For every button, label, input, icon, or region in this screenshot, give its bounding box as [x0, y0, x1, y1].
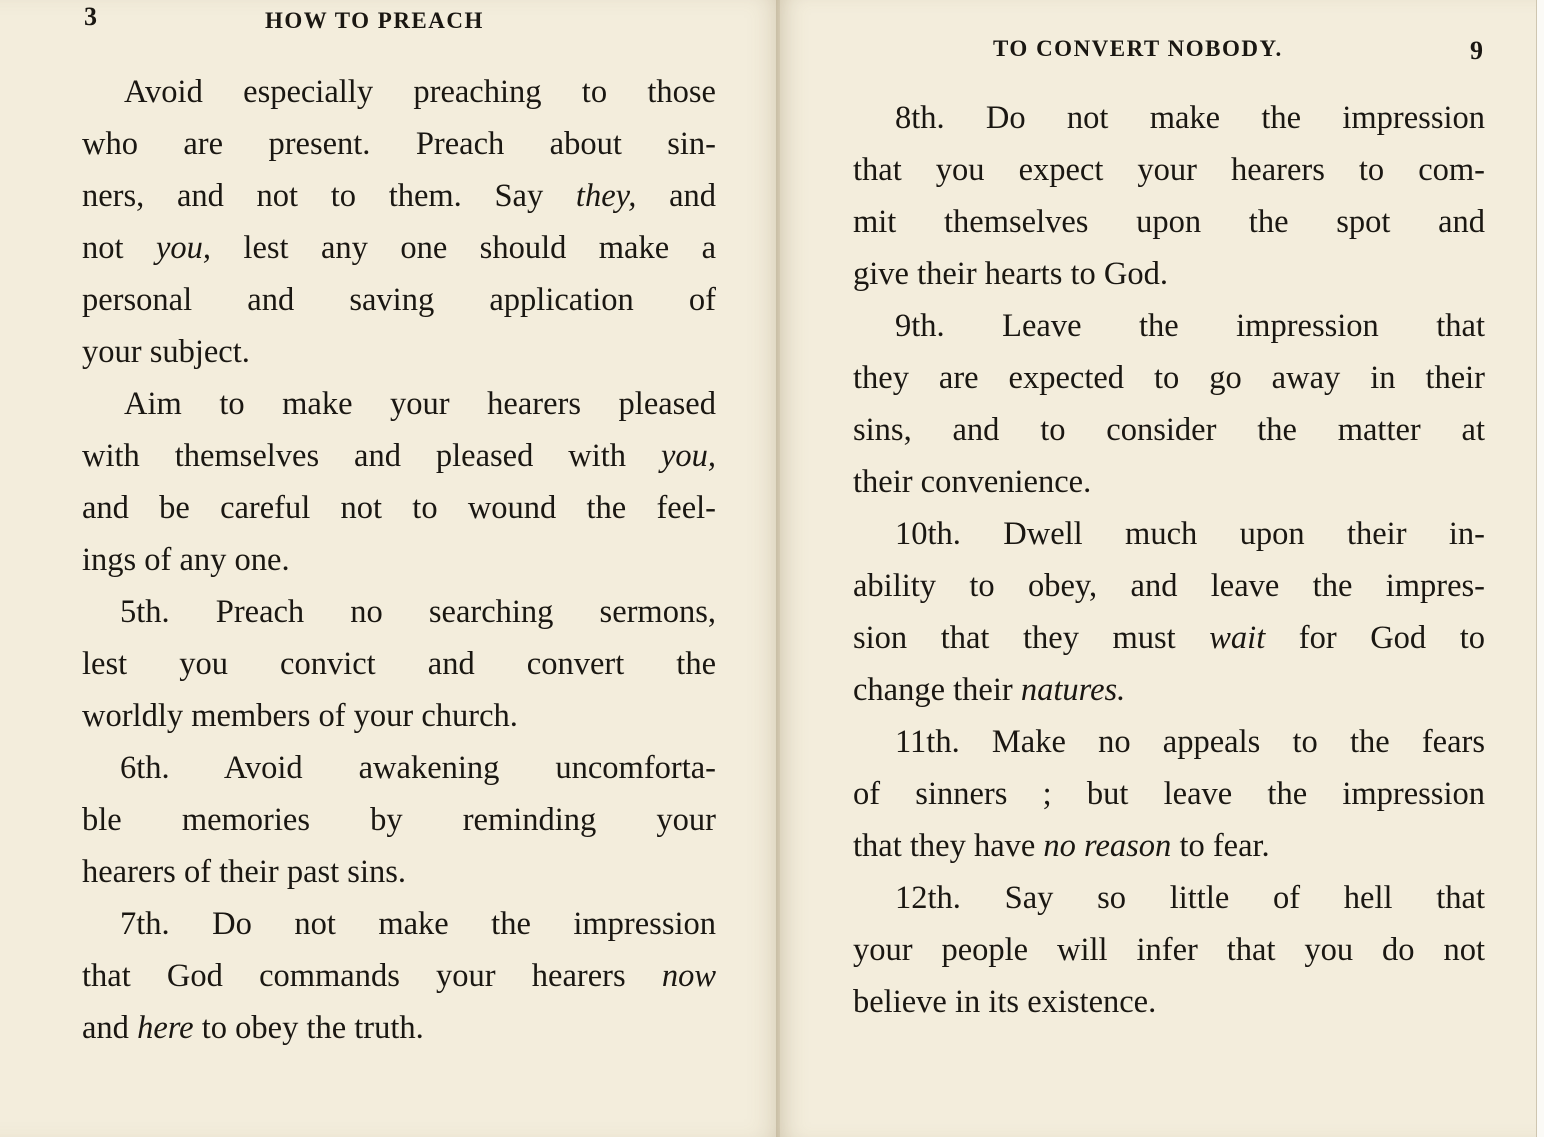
page-edge: [1536, 0, 1544, 1137]
paragraph: [82, 586, 716, 742]
text-line: Avoid especially preaching to those: [124, 74, 716, 110]
text-line: 11th. Make no appeals to the fears: [895, 724, 1485, 760]
text-line: your subject.: [82, 334, 250, 370]
text-line: lest you convict and convert the: [82, 646, 716, 682]
text-line: your people will infer that you do not: [853, 932, 1485, 968]
right-page-number: 9: [1470, 36, 1483, 65]
text-line: of sinners ; but leave the impression: [853, 776, 1485, 812]
paragraph: [853, 508, 1485, 716]
left-running-head: HOW TO PREACH: [265, 8, 484, 33]
text-line: that you expect your hearers to com-: [853, 152, 1485, 188]
paragraph: [853, 300, 1485, 508]
paragraph: [82, 66, 716, 378]
text-line: 5th. Preach no searching sermons,: [120, 594, 716, 630]
paragraph: [82, 742, 716, 898]
text-line: sion that they must wait for God to: [853, 620, 1485, 656]
text-line: ners, and not to them. Say they, and: [82, 178, 716, 214]
right-page-text: [853, 92, 1485, 1028]
text-line: hearers of their past sins.: [82, 854, 407, 890]
text-line: 10th. Dwell much upon their in-: [895, 516, 1485, 552]
left-page-number: 3: [84, 2, 97, 31]
text-line: and here to obey the truth.: [82, 1010, 424, 1046]
text-line: that they have no reason to fear.: [853, 828, 1270, 864]
text-line: 6th. Avoid awakening uncomforta-: [120, 750, 716, 786]
text-line: 9th. Leave the impression that: [895, 308, 1485, 344]
paragraph: [853, 872, 1485, 1028]
text-line: give their hearts to God.: [853, 256, 1168, 292]
text-line: they are expected to go away in their: [853, 360, 1485, 396]
right-page: [780, 0, 1538, 1137]
text-line: 8th. Do not make the impression: [895, 100, 1485, 136]
text-line: sins, and to consider the matter at: [853, 412, 1485, 448]
text-line: their convenience.: [853, 464, 1092, 500]
text-line: 12th. Say so little of hell that: [895, 880, 1485, 916]
text-line: Aim to make your hearers pleased: [124, 386, 716, 422]
paragraph: [82, 378, 716, 586]
text-line: who are present. Preach about sin-: [82, 126, 716, 162]
text-line: and be careful not to wound the feel-: [82, 490, 716, 526]
text-line: change their natures.: [853, 672, 1126, 708]
text-line: 7th. Do not make the impression: [120, 906, 716, 942]
text-line: ings of any one.: [82, 542, 290, 578]
paragraph: [82, 898, 716, 1054]
text-line: not you, lest any one should make a: [82, 230, 716, 266]
text-line: worldly members of your church.: [82, 698, 518, 734]
text-line: believe in its existence.: [853, 984, 1157, 1020]
text-line: ability to obey, and leave the impres-: [853, 568, 1485, 604]
text-line: with themselves and pleased with you,: [82, 438, 716, 474]
text-line: that God commands your hearers now: [82, 958, 716, 994]
text-line: personal and saving application of: [82, 282, 716, 318]
left-page-text: [82, 66, 716, 1054]
text-line: mit themselves upon the spot and: [853, 204, 1485, 240]
paragraph: [853, 92, 1485, 300]
text-line: ble memories by reminding your: [82, 802, 716, 838]
right-running-head: TO CONVERT NOBODY.: [993, 36, 1283, 61]
paragraph: [853, 716, 1485, 872]
